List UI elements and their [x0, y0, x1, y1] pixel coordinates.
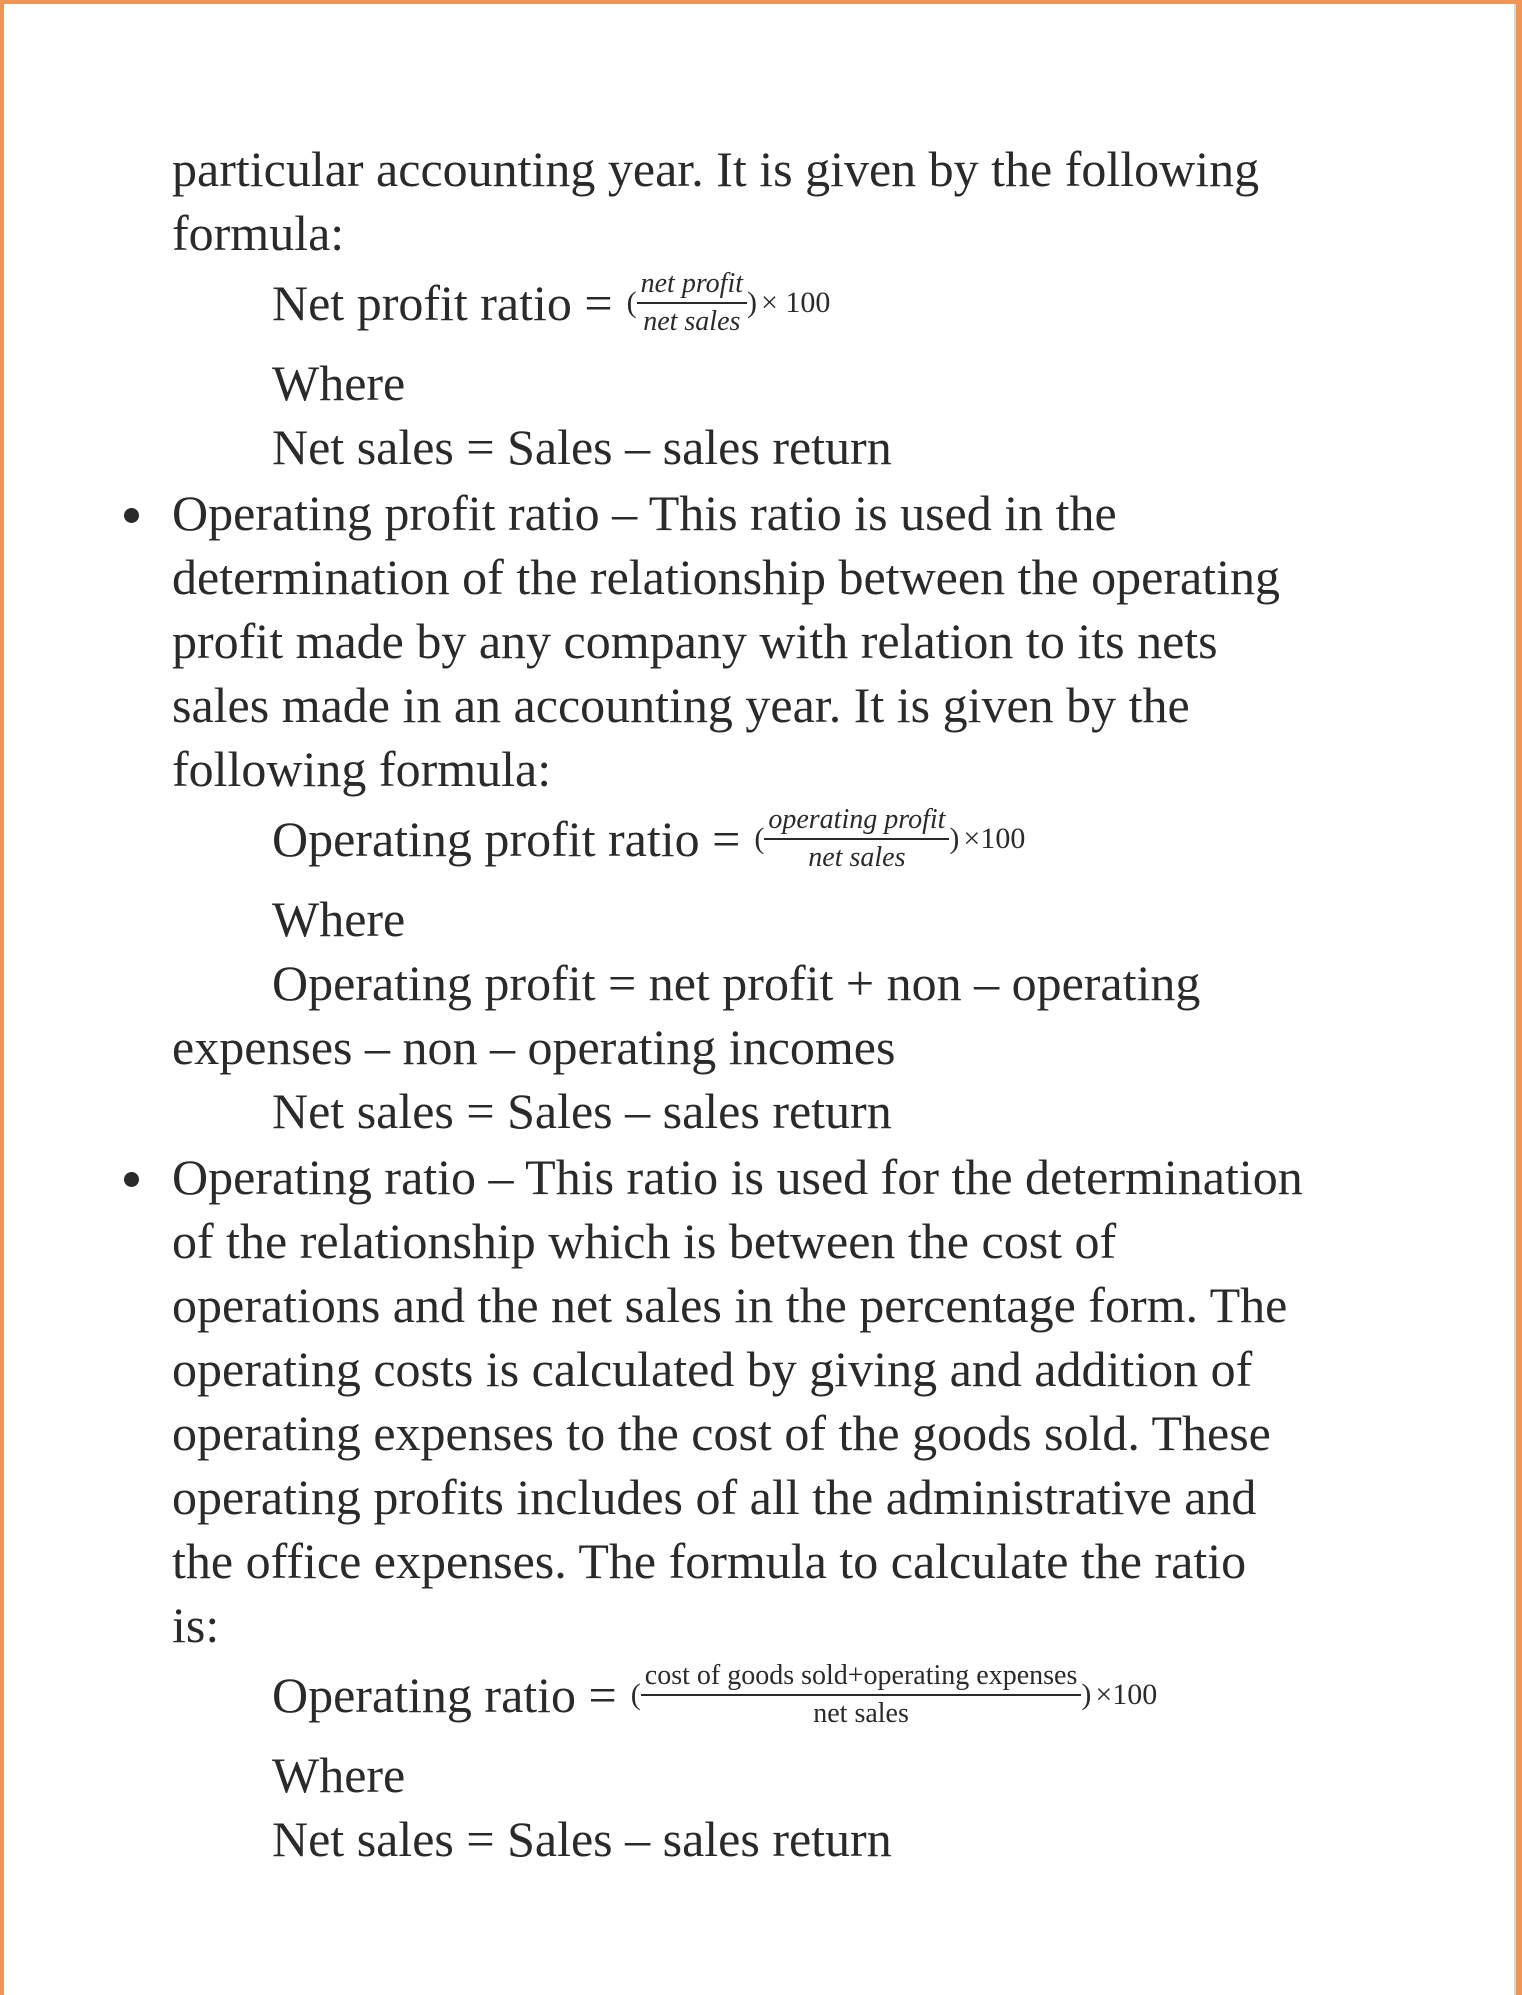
bullet-line: determination of the relationship between the operating — [172, 549, 1280, 605]
bullet-line: Operating profit ratio – This ratio is used in the — [172, 485, 1117, 541]
bullet-line: operating costs is calculated by giving and addition of — [172, 1341, 1253, 1397]
definition-line: Net sales = Sales – sales return — [272, 1811, 892, 1867]
open-paren: ( — [754, 822, 765, 856]
definition-line: Net sales = Sales – sales return — [272, 419, 892, 475]
numerator: operating profit — [768, 804, 946, 835]
bullet-line: operations and the net sales in the percentage form. The — [172, 1277, 1288, 1333]
formula-lhs: Operating ratio = — [272, 1667, 617, 1724]
paragraph-line: particular accounting year. It is given by the following — [172, 141, 1260, 197]
page-right-border — [1516, 0, 1522, 1995]
close-paren: ) — [949, 822, 960, 856]
bullet-icon — [124, 508, 139, 523]
definition-line: Net sales = Sales – sales return — [272, 1083, 892, 1139]
fraction — [764, 804, 949, 874]
fraction-group — [754, 804, 1025, 874]
bullet-icon — [124, 1172, 139, 1187]
fraction-group — [627, 268, 831, 338]
formula-lhs: Net profit ratio = — [272, 275, 613, 332]
multiplier: ×100 — [963, 822, 1026, 856]
fraction-group — [631, 1660, 1158, 1730]
fraction — [637, 268, 747, 338]
formula-operating-profit-ratio — [272, 804, 1025, 874]
bullet-line: operating expenses to the cost of the goods sold. These — [172, 1405, 1271, 1461]
bullet-line: Operating ratio – This ratio is used for the determination — [172, 1149, 1303, 1205]
denominator: net sales — [813, 1698, 909, 1730]
numerator: cost of goods sold+operating expenses — [644, 1660, 1078, 1691]
page-right-border-shadow — [1514, 4, 1516, 1995]
formula-operating-ratio — [272, 1660, 1157, 1730]
where-label: Where — [272, 1747, 406, 1803]
open-paren: ( — [630, 1678, 641, 1712]
bullet-line: the office expenses. The formula to calculate the ratio — [172, 1533, 1247, 1589]
paragraph-line: formula: — [172, 205, 345, 261]
formula-lhs: Operating profit ratio = — [272, 811, 741, 868]
denominator: net sales — [643, 306, 741, 338]
open-paren: ( — [626, 286, 637, 320]
where-label: Where — [272, 891, 406, 947]
definition-line: Operating profit = net profit + non – operating — [272, 955, 1201, 1011]
fraction-bar — [764, 838, 949, 840]
bullet-line: is: — [172, 1597, 220, 1653]
fraction-bar — [637, 302, 747, 304]
close-paren: ) — [1081, 1678, 1092, 1712]
where-label: Where — [272, 355, 406, 411]
bullet-line: operating profits includes of all the administrative and — [172, 1469, 1257, 1525]
fraction-bar — [641, 1694, 1082, 1696]
multiplier: × 100 — [761, 286, 831, 320]
denominator: net sales — [808, 842, 906, 874]
bullet-line: sales made in an accounting year. It is given by the — [172, 677, 1190, 733]
close-paren: ) — [747, 286, 758, 320]
formula-net-profit-ratio — [272, 268, 830, 338]
definition-line: expenses – non – operating incomes — [172, 1019, 896, 1075]
numerator: net profit — [640, 268, 744, 299]
bullet-line: following formula: — [172, 741, 552, 797]
multiplier: ×100 — [1095, 1678, 1158, 1712]
bullet-line: profit made by any company with relation to its nets — [172, 613, 1218, 669]
fraction — [641, 1660, 1082, 1730]
bullet-line: of the relationship which is between the cost of — [172, 1213, 1117, 1269]
